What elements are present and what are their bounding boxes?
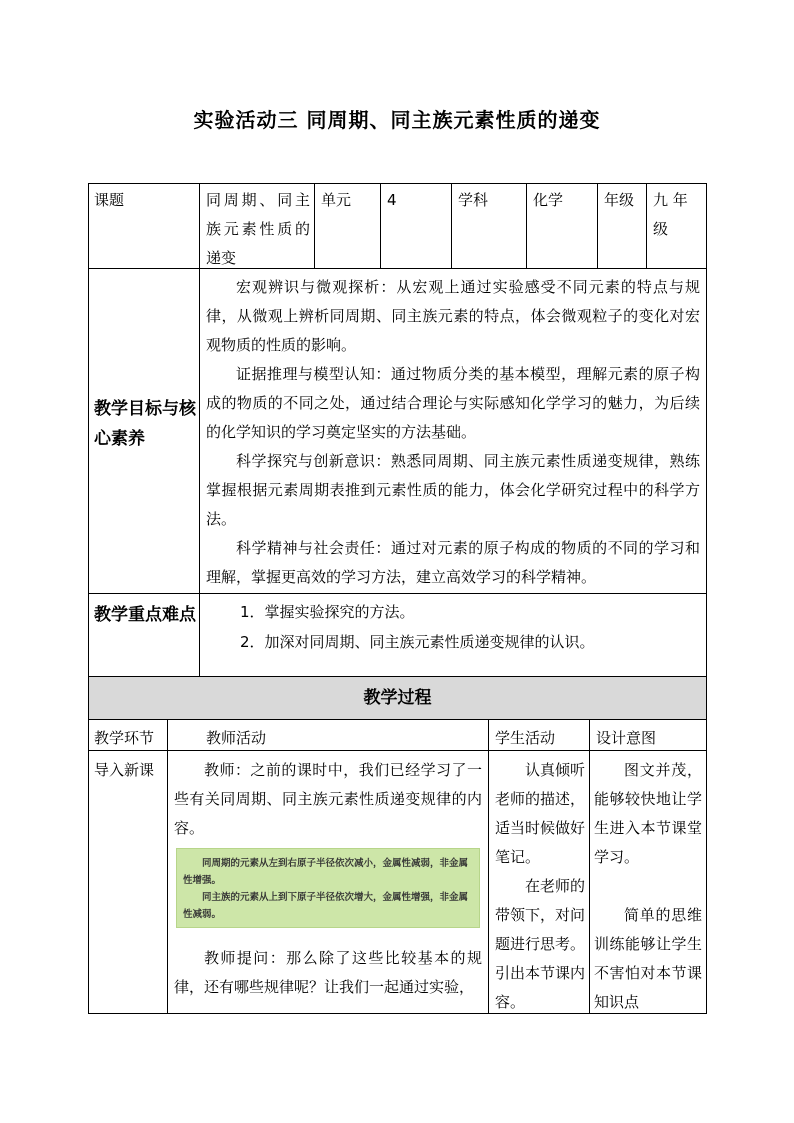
- design-intent: [594, 756, 702, 1017]
- stage-cell: 导入新课: [94, 761, 155, 779]
- unit-value: 4: [387, 191, 397, 209]
- key-point-item: 1．掌握实验探究的方法。: [240, 603, 415, 621]
- teacher-activity-question: [174, 944, 482, 1002]
- key-point-item: 2．加深对同周期、同主族元素性质递变规律的认识。: [240, 633, 595, 651]
- topic-value: 同周期、同主族元素性质的递变: [206, 191, 310, 267]
- column-header-stage: 教学环节: [94, 729, 155, 747]
- objective-paragraph: 证据推理与模型认知：通过物质分类的基本模型，理解元素的原子构成的物质的不同之处，通过结合理论与实际感知化学学习的魅力，为后续的化学知识的学习奠定坚实的方法基础。: [206, 365, 700, 441]
- objectives-label: 教学目标与核心素养: [94, 399, 196, 449]
- grade-value: 九 年级: [653, 191, 688, 238]
- objective-paragraph: 科学精神与社会责任：通过对元素的原子构成的物质的不同的学习和理解，掌握更高效的学习方法，建立高效学习的科学精神。: [206, 539, 700, 586]
- page-title: 实验活动三 同周期、同主族元素性质的递变: [193, 108, 601, 132]
- summary-note-box: [176, 848, 480, 928]
- column-header-student: 学生活动: [495, 729, 556, 747]
- topic-label: 课题: [94, 191, 125, 209]
- objective-paragraph: 科学探究与创新意识：熟悉同周期、同主族元素性质递变规律，熟练掌握根据元素周期表推到元素性质的能力，体会化学研究过程中的科学方法。: [206, 452, 700, 528]
- subject-value: 化学: [533, 191, 564, 209]
- column-header-design: 设计意图: [596, 729, 657, 747]
- design-paragraph: 图文并茂，能够较快地让学生进入本节课堂学习。: [594, 761, 702, 866]
- student-activity: [495, 756, 585, 1017]
- process-header: 教学过程: [363, 688, 432, 708]
- student-paragraph: 认真倾听老师的描述，适当时候做好笔记。: [495, 761, 586, 866]
- column-header-teacher: 教师活动: [206, 729, 267, 747]
- subject-label: 学科: [458, 191, 489, 209]
- unit-label: 单元: [321, 191, 352, 209]
- objectives-content: [206, 273, 700, 592]
- objective-paragraph: 宏观辨识与微观探析：从宏观上通过实验感受不同元素的特点与规律，从微观上辨析同周期、同主族元素的特点，体会微观粒子的变化对宏观物质的性质的影响。: [206, 278, 700, 354]
- teacher-paragraph: 教师提问：那么除了这些比较基本的规律，还有哪些规律呢？让我们一起通过实验，: [174, 949, 482, 996]
- teacher-activity-intro: [174, 756, 482, 843]
- student-paragraph: 在老师的带领下，对问题进行思考。引出本节课内容。: [495, 877, 586, 1011]
- note-line: 同周期的元素从左到右原子半径依次减小，金属性减弱，非金属性增强。: [183, 858, 469, 886]
- key-points-label: 教学重点难点: [94, 605, 196, 625]
- grade-label: 年级: [604, 191, 635, 209]
- teacher-paragraph: 教师：之前的课时中，我们已经学习了一些有关同周期、同主族元素性质递变规律的内容。: [174, 761, 482, 837]
- note-line: 同主族的元素从上到下原子半径依次增大，金属性增强，非金属性减弱。: [183, 892, 469, 920]
- design-paragraph: 简单的思维训练能够让学生不害怕对本节课知识点: [594, 906, 702, 1011]
